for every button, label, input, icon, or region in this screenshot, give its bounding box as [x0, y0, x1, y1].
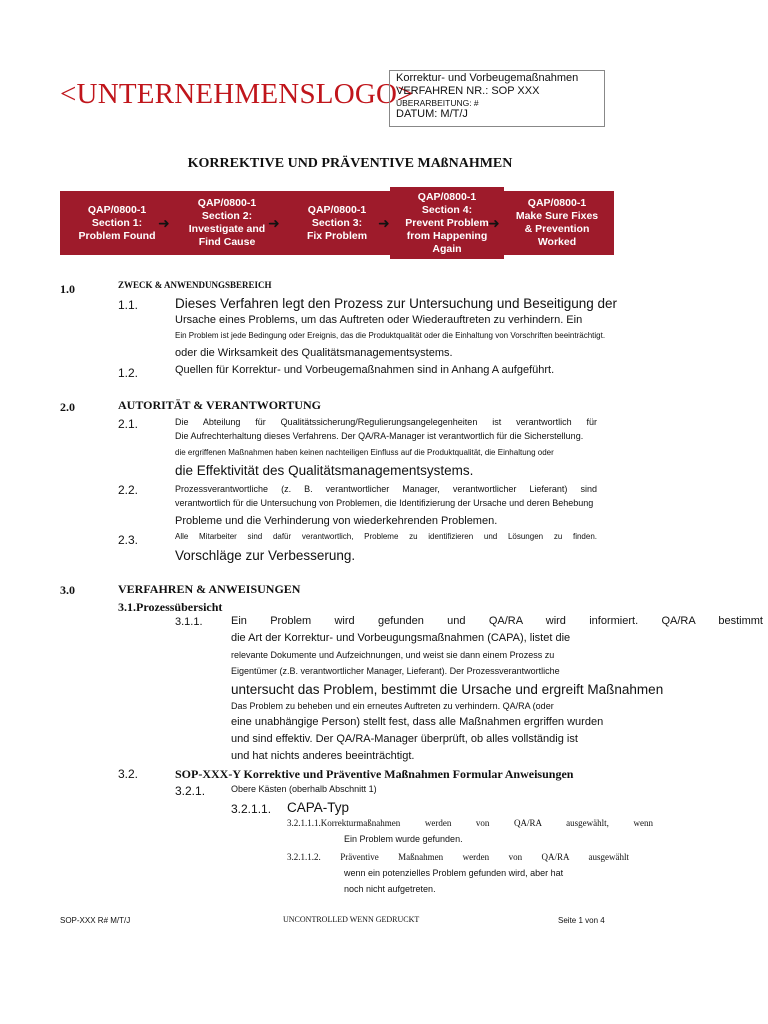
paragraph-line: Quellen für Korrektur- und Vorbeugemaßnahmen sind in Anhang A aufgeführt. [175, 364, 555, 376]
item-number: 1.1. [118, 298, 139, 312]
info-procedure-number: VERFAHREN NR.: SOP XXX [396, 85, 540, 97]
item-number: 3.2.1.1. [231, 802, 272, 816]
footer-uncontrolled-notice: UNCONTROLLED WENN GEDRUCKT [283, 915, 420, 924]
paragraph-line: 3.2.1.1.1.Korrekturmaßnahmen werden von QA/RA ausgewählt, wenn [287, 818, 653, 828]
info-title: Korrektur- und Vorbeugemaßnahmen [396, 72, 579, 84]
process-step-1: QAP/0800-1 Section 1: Problem Found [60, 191, 174, 255]
section-heading: AUTORITÄT & VERANTWORTUNG [118, 398, 321, 412]
paragraph-line: Eigentümer (z.B. verantwortlicher Manager, Lieferant). Der Prozessverantwortliche [231, 666, 560, 676]
paragraph-line: 3.2.1.1.2. Präventive Maßnahmen werden von QA/RA ausgewählt [287, 852, 629, 862]
paragraph-line: Obere Kästen (oberhalb Abschnitt 1) [231, 784, 377, 794]
footer-doc-id: SOP-XXX R# M/T/J [60, 916, 131, 925]
item-number: 3.2. [118, 767, 139, 781]
paragraph-line: relevante Dokumente und Aufzeichnungen, und weist sie dann einem Prozess zu [231, 650, 555, 660]
info-revision: ÜBERARBEITUNG: # [396, 98, 479, 108]
section-number: 1.0 [60, 282, 75, 296]
paragraph-line: Vorschläge zur Verbesserung. [175, 548, 356, 563]
item-number: 3.2.1. [175, 784, 206, 798]
process-step-3: QAP/0800-1 Section 3: Fix Problem [280, 191, 394, 255]
paragraph-line: Das Problem zu beheben und ein erneutes Auftreten zu verhindern. QA/RA (oder [231, 701, 554, 711]
paragraph-line: untersucht das Problem, bestimmt die Ursache und ergreift Maßnahmen [231, 682, 664, 697]
paragraph-line: Alle Mitarbeiter sind dafür verantwortlich, Probleme zu identifizieren und Lösungen zu finden. [175, 532, 597, 541]
section-number: 2.0 [60, 400, 75, 414]
document-info-box [389, 70, 605, 127]
process-step-2: QAP/0800-1 Section 2: Investigate and Find Cause [170, 191, 284, 255]
paragraph-line: die Effektivität des Qualitätsmanagementsystems. [175, 463, 474, 478]
process-step-5: QAP/0800-1 Make Sure Fixes & Prevention Worked [500, 191, 614, 255]
item-number: 2.2. [118, 483, 139, 497]
paragraph-line: die ergriffenen Maßnahmen haben keinen nachteiligen Einfluss auf die Produktqualität, die Einhaltung oder [175, 448, 554, 457]
section-number: 3.0 [60, 583, 75, 597]
paragraph-line: die Art der Korrektur- und Vorbeugungsmaßnahmen (CAPA), listet die [231, 632, 571, 644]
arrow-icon: ➜ [158, 215, 170, 231]
item-number: 3.1.1. [175, 616, 203, 628]
paragraph-line: Ein Problem wurde gefunden. [344, 834, 463, 844]
subsection-heading: 3.1.Prozessübersicht [118, 600, 223, 614]
section-heading: ZWECK & ANWENDUNGSBEREICH [118, 280, 272, 290]
paragraph-line: Die Abteilung für Qualitätssicherung/Regulierungsangelegenheiten ist verantwortlich für [175, 417, 597, 427]
paragraph-line: Ein Problem wird gefunden und QA/RA wird informiert. QA/RA bestimmt [231, 615, 763, 627]
paragraph-line: verantwortlich für die Untersuchung von Problemen, die Identifizierung der Ursache und deren Behebung [175, 498, 594, 508]
arrow-icon: ➜ [268, 215, 280, 231]
paragraph-line: wenn ein potenzielles Problem gefunden wird, aber hat [344, 868, 564, 878]
paragraph-line: Die Aufrechterhaltung dieses Verfahrens. Der QA/RA-Manager ist verantwortlich für die Sicherstellung. [175, 431, 584, 441]
section-heading: VERFAHREN & ANWEISUNGEN [118, 582, 301, 596]
subsection-heading: SOP-XXX-Y Korrektive und Präventive Maßnahmen Formular Anweisungen [175, 767, 574, 781]
footer-page-number: Seite 1 von 4 [558, 916, 605, 925]
paragraph-line: Ein Problem ist jede Bedingung oder Ereignis, das die Produktqualität oder die Einhaltung von Vorschriften beeinträchtigt. [175, 331, 606, 340]
paragraph-line: und hat nichts anderes beeinträchtigt. [231, 750, 415, 762]
item-number: 2.3. [118, 533, 139, 547]
page-title: KORREKTIVE UND PRÄVENTIVE MAßNAHMEN [187, 156, 513, 171]
paragraph-line: Probleme und die Verhinderung von wiederkehrenden Problemen. [175, 515, 498, 527]
paragraph-line: Ursache eines Problems, um das Auftreten oder Wiederauftreten zu verhindern. Ein [175, 314, 583, 326]
info-date: DATUM: M/T/J [396, 108, 468, 120]
paragraph-line: Prozessverantwortliche (z. B. verantwortlicher Manager, verantwortlicher Lieferant) sind [175, 484, 597, 494]
item-number: 2.1. [118, 417, 139, 431]
paragraph-line: Dieses Verfahren legt den Prozess zur Untersuchung und Beseitigung der [175, 296, 618, 311]
arrow-icon: ➜ [378, 215, 390, 231]
paragraph-line: und sind effektiv. Der QA/RA-Manager überprüft, ob alles vollständig ist [231, 733, 578, 745]
paragraph-line: eine unabhängige Person) stellt fest, dass alle Maßnahmen ergriffen wurden [231, 716, 604, 728]
paragraph-line: oder die Wirksamkeit des Qualitätsmanagementsystems. [175, 347, 453, 359]
paragraph-line: CAPA-Typ [287, 800, 350, 815]
arrow-icon: ➜ [488, 215, 500, 231]
item-number: 1.2. [118, 366, 139, 380]
process-step-4: QAP/0800-1 Section 4: Prevent Problem from Happening Again [390, 187, 504, 259]
company-logo-placeholder: <UNTERNEHMENSLOGO> [60, 78, 414, 110]
paragraph-line: noch nicht aufgetreten. [344, 884, 436, 894]
